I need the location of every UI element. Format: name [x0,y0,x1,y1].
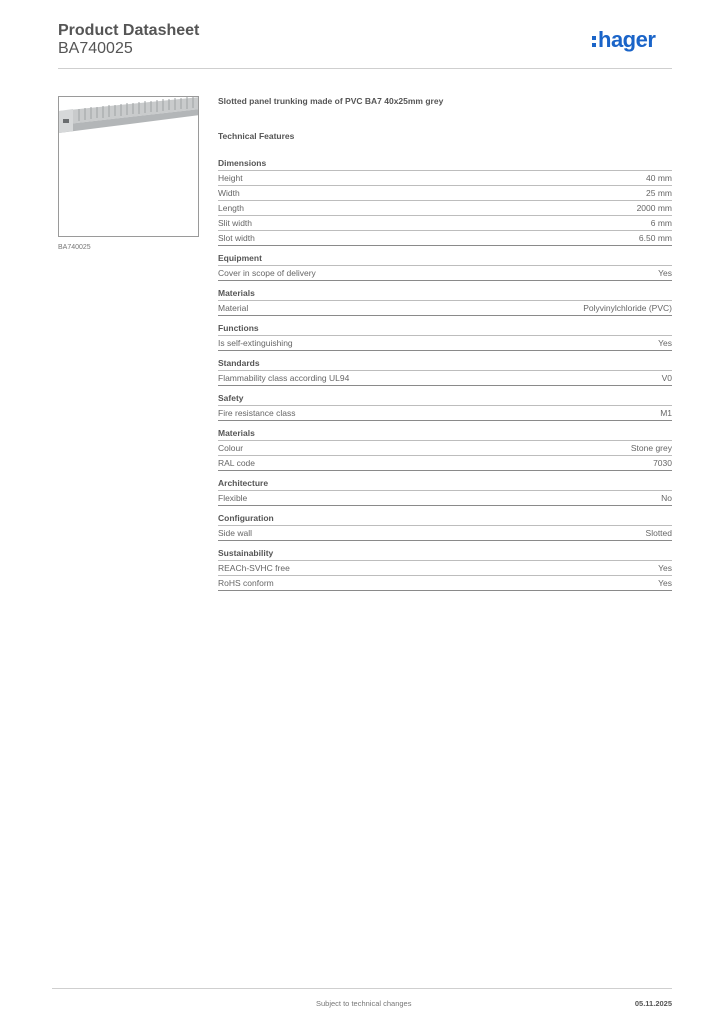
datasheet-content [218,96,672,591]
spec-value: Yes [658,578,672,588]
spec-label: Width [218,188,240,198]
image-caption: BA740025 [58,244,91,251]
section-standards [218,357,672,386]
hager-logo [592,29,676,57]
product-image [58,96,199,237]
spec-row [218,441,672,456]
spec-value: Yes [658,563,672,573]
section-title: Materials [218,427,672,441]
spec-row [218,456,672,471]
section-materials-colour [218,427,672,471]
footer-date: 05.11.2025 [634,999,672,1008]
spec-row [218,526,672,541]
spec-label: REACh-SVHC free [218,563,290,573]
spec-row [218,336,672,351]
spec-row [218,371,672,386]
product-code: BA740025 [58,40,133,57]
spec-label: RAL code [218,458,256,468]
spec-value: 7030 [653,458,672,468]
spec-value: Stone grey [630,443,672,453]
spec-label: RoHS conform [218,578,274,588]
spec-label: Is self-extinguishing [218,338,293,348]
spec-label: Slot width [218,233,255,243]
spec-value: 2000 mm [636,203,672,213]
spec-row [218,301,672,316]
spec-row [218,576,672,591]
spec-row [218,561,672,576]
technical-features-heading: Technical Features [218,131,295,141]
section-title: Architecture [218,477,672,491]
section-equipment [218,252,672,281]
spec-row [218,266,672,281]
spec-row [218,171,672,186]
spec-value: Yes [658,268,672,278]
section-title: Materials [218,287,672,301]
spec-label: Cover in scope of delivery [218,268,316,278]
spec-label: Material [218,303,249,313]
spec-value: M1 [660,408,672,418]
spec-label: Height [218,173,243,183]
section-title: Dimensions [218,157,672,171]
logo-wordmark: hager [598,27,656,52]
spec-label: Flammability class according UL94 [218,373,350,383]
spec-value: 6.50 mm [638,233,672,243]
spec-row [218,406,672,421]
spec-value: Slotted [645,528,672,538]
section-safety [218,392,672,421]
section-dimensions [218,157,672,246]
spec-value: Yes [658,338,672,348]
section-title: Functions [218,322,672,336]
spec-value: 40 mm [646,173,672,183]
spec-value: No [661,493,672,503]
section-title: Configuration [218,512,672,526]
section-architecture [218,477,672,506]
section-functions [218,322,672,351]
spec-value: 6 mm [650,218,672,228]
trunking-icon [59,97,199,237]
section-title: Standards [218,357,672,371]
spec-value: 25 mm [646,188,672,198]
spec-label: Length [218,203,244,213]
section-sustainability [218,547,672,591]
header-divider [58,68,672,69]
page-title: Product Datasheet [58,22,200,39]
section-configuration [218,512,672,541]
spec-row [218,491,672,506]
spec-label: Slit width [218,218,253,228]
section-title: Sustainability [218,547,672,561]
product-description: Slotted panel trunking made of PVC BA7 40x25mm grey [218,96,444,106]
spec-label: Side wall [218,528,253,538]
spec-row [218,186,672,201]
footer-divider [52,988,672,989]
spec-label: Flexible [218,493,248,503]
spec-row [218,201,672,216]
section-materials [218,287,672,316]
spec-value: V0 [661,373,672,383]
spec-row [218,216,672,231]
section-title: Equipment [218,252,672,266]
footer-note: Subject to technical changes [316,999,412,1008]
spec-label: Fire resistance class [218,408,296,418]
spec-row [218,231,672,246]
logo-dots-icon [592,36,596,50]
spec-label: Colour [218,443,244,453]
spec-value: Polyvinylchloride (PVC) [583,303,672,313]
section-title: Safety [218,392,672,406]
